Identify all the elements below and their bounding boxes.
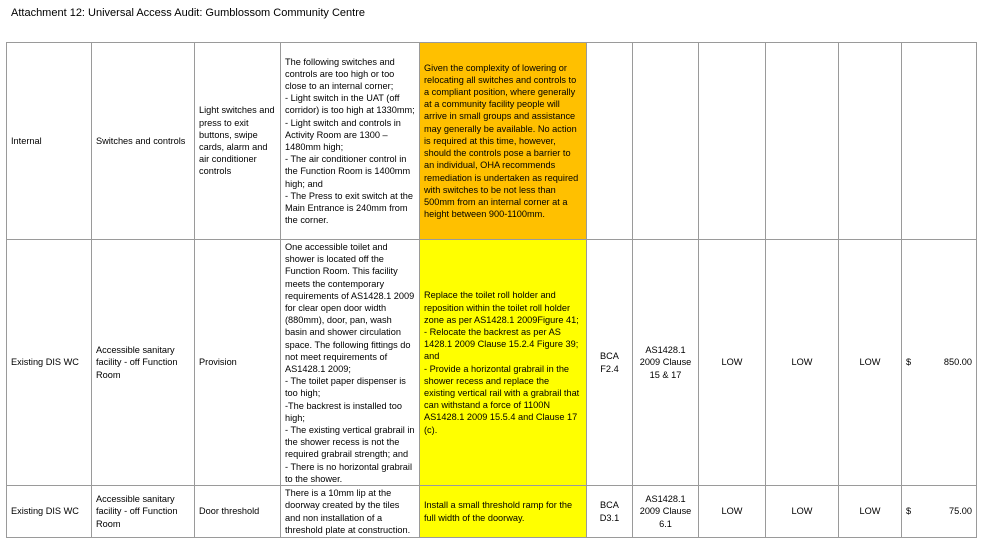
cost-cell [902, 43, 977, 240]
area-cell: Existing DIS WC [7, 486, 92, 538]
cost-value: 850.00 [943, 357, 972, 368]
table-row [7, 43, 977, 240]
description-cell: There is a 10mm lip at the doorway created by the tiles and non installation of a threshold plate at construction. [281, 486, 420, 538]
risk-cell [766, 43, 839, 240]
currency-symbol: $ [906, 357, 912, 368]
description-cell: The following switches and controls are too high or too close to an internal corner; - Light switch in the UAT (off corridor) is too high at 1330mm; - Light switch and controls in Activity Room are 1300 – 1480mm high; - The air conditioner control in the Function Room is 1400mm high; and - The Press to exit switch at the Main Entrance is 240mm from the corner. [281, 43, 420, 240]
table-row [7, 240, 977, 486]
recommendation-cell: Replace the toilet roll holder and reposition within the toilet roll holder zone as per AS1428.1 2009Figure 41; - Relocate the backrest as per AS 1428.1 2009 Clause 15.2.4 Figure 39; and - Provide a horizontal grabrail in the shower recess and replace the existing vertical rail with a grabrail that can withstand a force of 1100N AS1428.1 2009 15.5.4 and Clause 17 (c). [420, 240, 587, 486]
currency-symbol: $ [906, 506, 912, 517]
description-cell: One accessible toilet and shower is located off the Function Room. This facility meets the contemporary requirements of AS1428.1 2009 for clear open door width (880mm), door, pan, wash basin and shower circulation space. The following fittings do not meet requirements of AS1428.1 2009; - The toilet paper dispenser is too high; -The backrest is installed too high; - The existing vertical grabrail in the shower recess is not the required grabrail strength; and - There is no horizontal grabrail to the shower. [281, 240, 420, 486]
page-header: Attachment 12: Universal Access Audit: Gumblossom Community Centre [11, 7, 365, 19]
item-cell: Provision [195, 240, 281, 486]
item-cell: Light switches and press to exit buttons, swipe cards, alarm and air conditioner controls [195, 43, 281, 240]
cost-value: 75.00 [949, 506, 972, 517]
item-cell: Door threshold [195, 486, 281, 538]
recommendation-cell: Given the complexity of lowering or relocating all switches and controls to a compliant position, where generally at a community facility people will arrive in small groups and assistance may generally be available. No action is required at this time, however, should the controls pose a barrier to an individual, OHA recommends remediation is undertaken as required with switches to be not less than 500mm from an internal corner at a height between 900-1100mm. [420, 43, 587, 240]
risk-cell: LOW [699, 240, 766, 486]
risk-cell: LOW [699, 486, 766, 538]
cost-cell [902, 240, 977, 486]
area-cell: Existing DIS WC [7, 240, 92, 486]
risk-cell [839, 43, 902, 240]
risk-cell: LOW [766, 240, 839, 486]
audit-table [6, 42, 977, 538]
standard-cell: AS1428.1 2009 Clause 6.1 [633, 486, 699, 538]
risk-cell: LOW [839, 240, 902, 486]
cost-cell [902, 486, 977, 538]
standard-cell [633, 43, 699, 240]
risk-cell: LOW [839, 486, 902, 538]
table-row [7, 486, 977, 538]
standard-cell: AS1428.1 2009 Clause 15 & 17 [633, 240, 699, 486]
element-cell: Accessible sanitary facility - off Function Room [92, 240, 195, 486]
risk-cell: LOW [766, 486, 839, 538]
element-cell: Accessible sanitary facility - off Function Room [92, 486, 195, 538]
bca-cell: BCA D3.1 [587, 486, 633, 538]
bca-cell [587, 43, 633, 240]
recommendation-cell: Install a small threshold ramp for the full width of the doorway. [420, 486, 587, 538]
element-cell: Switches and controls [92, 43, 195, 240]
area-cell: Internal [7, 43, 92, 240]
risk-cell [699, 43, 766, 240]
bca-cell: BCA F2.4 [587, 240, 633, 486]
